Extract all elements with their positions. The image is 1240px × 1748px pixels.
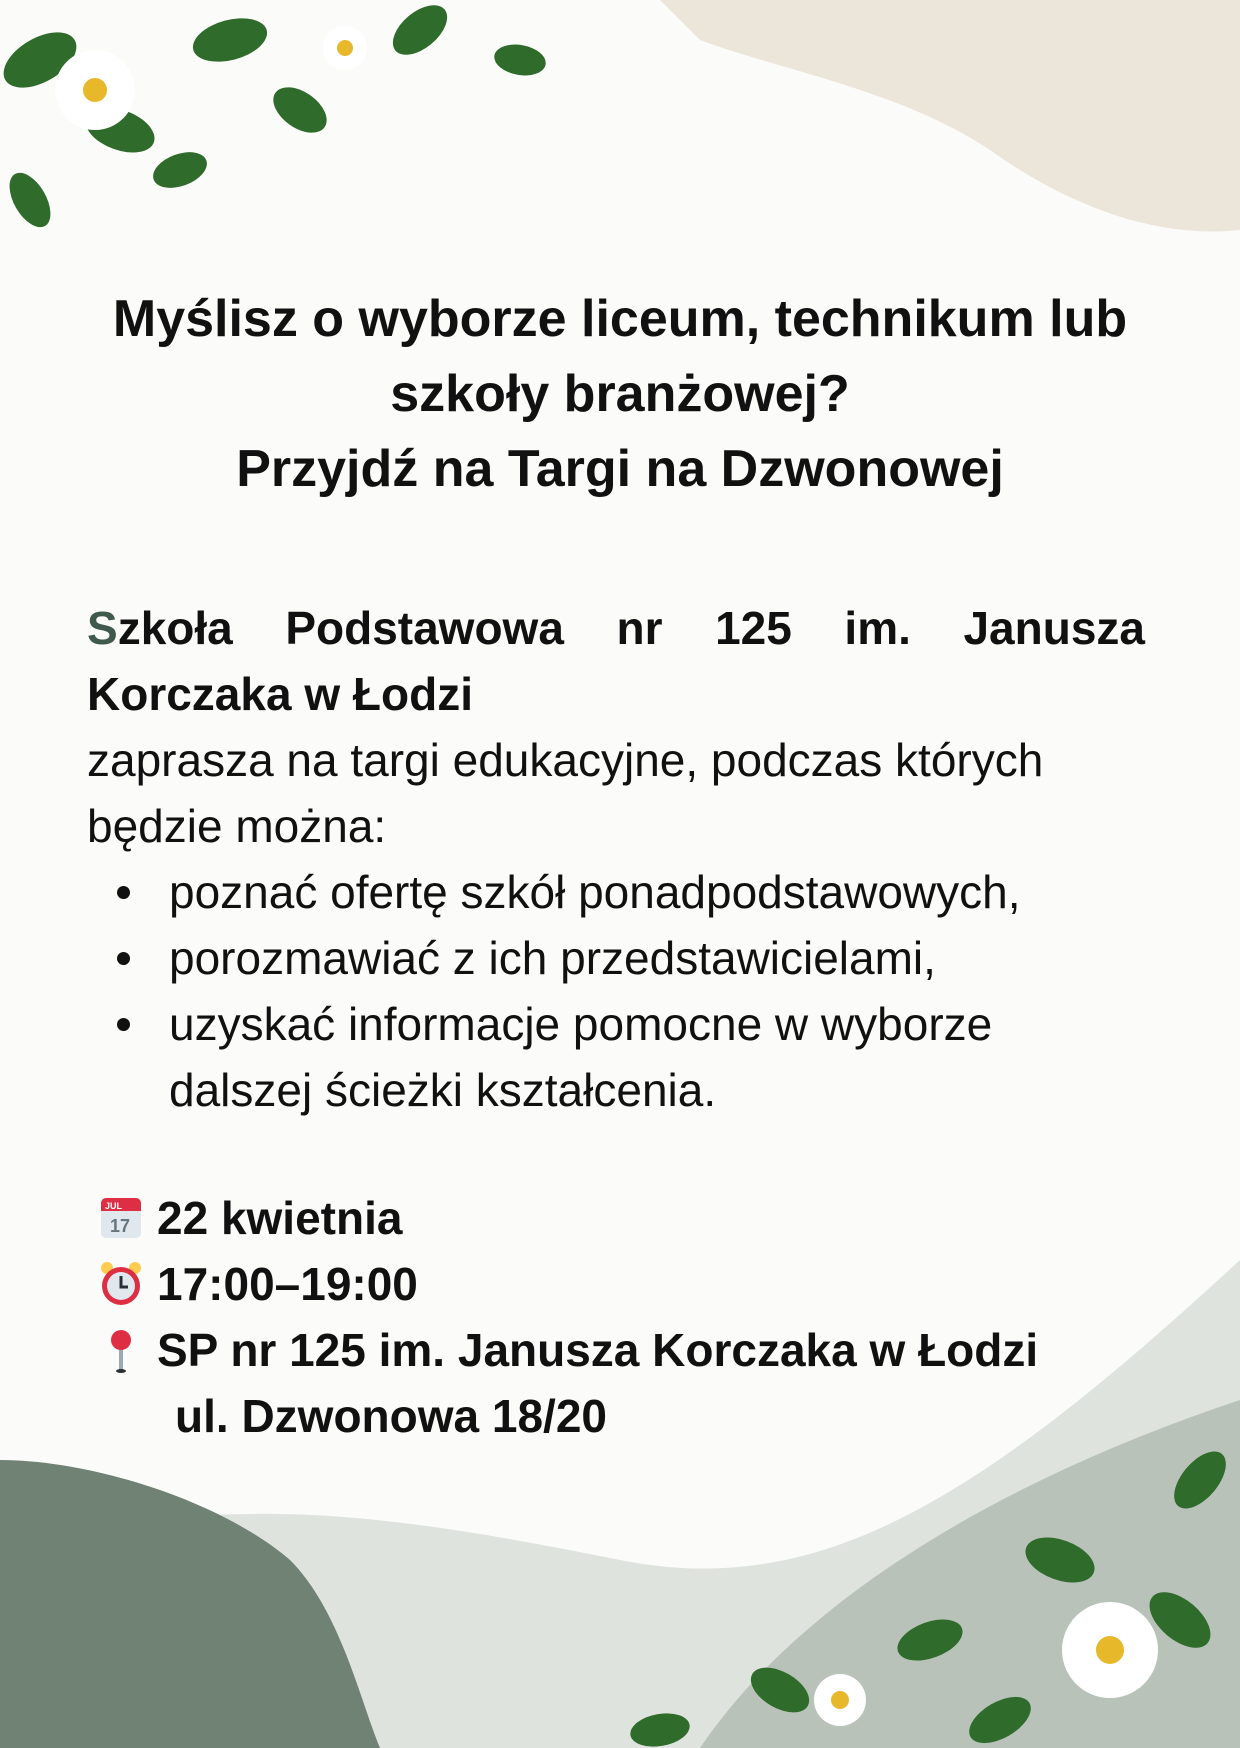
intro-text: zaprasza na targi edukacyjne, podczas których będzie można:	[87, 734, 1044, 852]
calendar-icon	[97, 1194, 145, 1242]
list-item: uzyskać informacje pomocne w wyborze dalszej ścieżki kształcenia.	[169, 991, 1145, 1123]
event-address: ul. Dzwonowa 18/20	[175, 1390, 607, 1442]
headline	[0, 282, 1240, 507]
event-date	[97, 1185, 1038, 1251]
event-time	[97, 1251, 1038, 1317]
event-date-text: 22 kwietnia	[157, 1192, 403, 1244]
event-details	[97, 1185, 1038, 1449]
headline-line-3: Przyjdź na Targi na Dzwonowej	[236, 440, 1004, 498]
headline-line-2: szkoły branżowej?	[390, 365, 850, 423]
event-time-text: 17:00–19:00	[157, 1258, 418, 1310]
school-name-rest: zkoła Podstawowa nr 125 im. Janusza Korczaka w Łodzi	[87, 602, 1145, 720]
alarm-clock-icon	[97, 1260, 145, 1308]
school-name-first-letter: S	[87, 602, 118, 654]
list-item: poznać ofertę szkół ponadpodstawowych,	[169, 859, 1145, 925]
beige-blob-top-right	[660, 0, 1240, 232]
headline-line-1: Myślisz o wyborze liceum, technikum lub	[112, 290, 1128, 348]
location-pin-icon	[97, 1326, 145, 1374]
event-place	[97, 1317, 1038, 1383]
leaves-top-left	[0, 0, 548, 234]
list-item: porozmawiać z ich przedstawicielami,	[169, 925, 1145, 991]
svg-text:17: 17	[110, 1216, 131, 1236]
event-place-text: SP nr 125 im. Janusza Korczaka w Łodzi	[157, 1324, 1039, 1376]
invitation-body	[87, 595, 1145, 1123]
svg-text:JUL: JUL	[105, 1201, 123, 1211]
benefits-list	[87, 859, 1145, 1123]
school-name	[87, 595, 1145, 727]
